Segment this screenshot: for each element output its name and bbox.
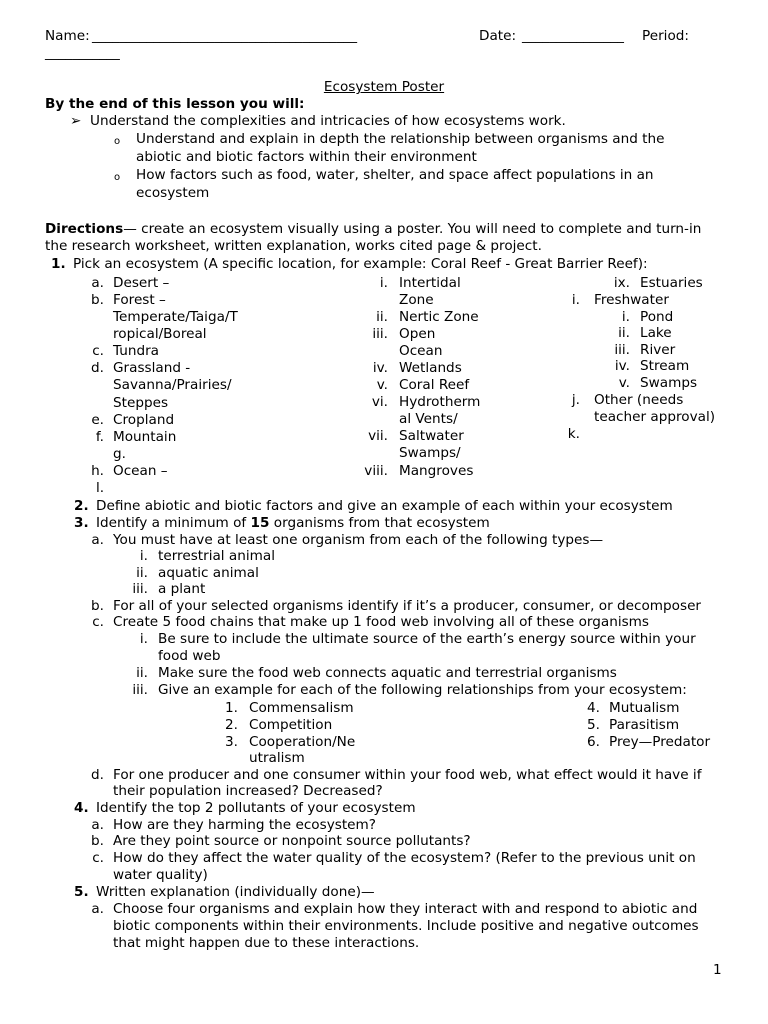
page-title: Ecosystem Poster xyxy=(323,79,445,95)
objective-main: Understand the complexities and intricacies of how ecosystems work. xyxy=(90,113,566,129)
date-label: Date: xyxy=(479,28,517,44)
item5-text: Written explanation (individually done)— xyxy=(96,884,375,900)
list-marker: 1. xyxy=(225,700,238,716)
list-item: al Vents/ xyxy=(399,411,458,427)
item3-text-pre: Identify a minimum of xyxy=(96,515,251,531)
list-marker: iii. xyxy=(614,342,630,358)
list-item: Wetlands xyxy=(399,360,462,376)
list-marker: i. xyxy=(379,275,388,291)
list-item: Commensalism xyxy=(249,700,354,716)
list-item: Other (needs xyxy=(594,392,684,408)
list-item: Estuaries xyxy=(640,275,703,291)
list-marker: f. xyxy=(95,429,104,445)
list-marker: ii. xyxy=(136,665,148,681)
list-item: Choose four organisms and explain how they interact with and respond to abiotic and xyxy=(113,901,698,917)
list-item: Savanna/Prairies/ xyxy=(113,377,232,393)
list-item: g. xyxy=(113,446,126,462)
list-marker: ix. xyxy=(613,275,630,291)
list-marker: i. xyxy=(139,631,148,647)
list-marker: iii. xyxy=(132,682,148,698)
list-item: Lake xyxy=(640,325,672,341)
list-item: Cropland xyxy=(113,412,175,428)
list-item: food web xyxy=(158,648,221,664)
list-item: water quality) xyxy=(113,867,208,883)
list-item: You must have at least one organism from each of the following types— xyxy=(113,532,604,548)
list-marker: c. xyxy=(92,614,104,630)
list-item: Hydrotherm xyxy=(399,394,481,410)
name-blank: _______________________________________ xyxy=(92,28,358,44)
list-item: Ocean – xyxy=(113,463,168,479)
list-item: Cooperation/Ne xyxy=(249,734,356,750)
item-number: 1. xyxy=(51,256,66,272)
list-item: teacher approval) xyxy=(594,409,716,425)
list-item: Grassland - xyxy=(113,360,191,376)
list-marker: d. xyxy=(91,360,104,376)
list-marker: a. xyxy=(91,817,104,833)
list-marker: 6. xyxy=(587,734,600,750)
list-marker: a. xyxy=(91,532,104,548)
list-marker: i. xyxy=(621,309,630,325)
directions-line1 xyxy=(45,221,701,238)
list-item: Make sure the food web connects aquatic and terrestrial organisms xyxy=(158,665,617,681)
item-number: 5. xyxy=(74,884,89,900)
list-marker: v. xyxy=(376,377,388,393)
directions-text: — create an ecosystem visually using a poster. You will need to complete and turn-in xyxy=(123,221,702,237)
list-item: For all of your selected organisms identify if it’s a producer, consumer, or decomposer xyxy=(113,598,702,614)
organism-count: 15 xyxy=(250,515,270,531)
name-label: Name: xyxy=(45,28,90,44)
item3-text xyxy=(96,515,490,532)
list-item: Desert – xyxy=(113,275,170,291)
list-item: ropical/Boreal xyxy=(113,326,207,342)
list-item: a plant xyxy=(158,581,206,597)
list-item: Temperate/Taiga/T xyxy=(113,309,238,325)
list-item: Mangroves xyxy=(399,463,474,479)
list-item: Open xyxy=(399,326,436,342)
list-marker: l. xyxy=(96,480,105,496)
list-marker: 2. xyxy=(225,717,238,733)
list-item: Steppes xyxy=(113,395,169,411)
list-item: that might happen due to these interactions. xyxy=(113,935,420,951)
list-item: Zone xyxy=(399,292,434,308)
period-blank: ___________ xyxy=(45,45,120,61)
list-item: Pond xyxy=(640,309,674,325)
list-marker: c. xyxy=(92,850,104,866)
objective-sub1-line2: abiotic and biotic factors within their environment xyxy=(136,149,477,165)
list-item: Mutualism xyxy=(609,700,680,716)
list-item: Freshwater xyxy=(594,292,669,308)
page-number: 1 xyxy=(713,962,722,978)
list-item: their population increased? Decreased? xyxy=(113,783,383,799)
list-item: Saltwater xyxy=(399,428,464,444)
circle-bullet-icon: o xyxy=(114,172,121,183)
list-marker: b. xyxy=(91,598,104,614)
list-item: River xyxy=(640,342,676,358)
period-label: Period: xyxy=(642,28,689,44)
list-marker: 3. xyxy=(225,734,238,750)
item1-text: Pick an ecosystem (A specific location, for example: Coral Reef - Great Barrier Reef): xyxy=(73,256,648,272)
list-item: For one producer and one consumer within your food web, what effect would it have if xyxy=(113,767,702,783)
list-item: Prey—Predator xyxy=(609,734,711,750)
list-item: Are they point source or nonpoint source pollutants? xyxy=(113,833,471,849)
list-item: Tundra xyxy=(113,343,160,359)
list-marker: 5. xyxy=(587,717,600,733)
objectives-heading: By the end of this lesson you will: xyxy=(45,96,305,112)
list-item: Competition xyxy=(249,717,333,733)
list-item: biotic components within their environments. Include positive and negative outcomes xyxy=(113,918,699,934)
directions-label: Directions xyxy=(45,221,124,237)
list-item: Nertic Zone xyxy=(399,309,479,325)
list-marker: a. xyxy=(91,901,104,917)
objective-sub2-line1: How factors such as food, water, shelter, and space affect populations in an xyxy=(136,167,654,183)
arrow-bullet-icon: ➢ xyxy=(70,113,82,129)
list-marker: ii. xyxy=(618,325,630,341)
list-item: Stream xyxy=(640,358,690,374)
list-item: Intertidal xyxy=(399,275,461,291)
list-marker: i. xyxy=(139,548,148,564)
list-item: Coral Reef xyxy=(399,377,470,393)
list-item: Swamps/ xyxy=(399,445,461,461)
list-marker: ii. xyxy=(136,565,148,581)
list-marker: vii. xyxy=(368,428,388,444)
list-item: terrestrial animal xyxy=(158,548,275,564)
list-marker: iv. xyxy=(372,360,388,376)
list-marker: 4. xyxy=(587,700,600,716)
date-blank: _______________ xyxy=(522,28,624,44)
directions-line2: the research worksheet, written explanation, works cited page & project. xyxy=(45,238,542,254)
item2-text: Define abiotic and biotic factors and give an example of each within your ecosystem xyxy=(96,498,673,514)
list-marker: iv. xyxy=(614,358,630,374)
list-item: How do they affect the water quality of the ecosystem? (Refer to the previous unit on xyxy=(113,850,696,866)
list-marker: a. xyxy=(91,275,104,291)
item-number: 4. xyxy=(74,800,89,816)
list-marker: iii. xyxy=(372,326,388,342)
objective-sub1-line1: Understand and explain in depth the relationship between organisms and the xyxy=(136,131,665,147)
list-item: Create 5 food chains that make up 1 food web involving all of these organisms xyxy=(113,614,649,630)
item-number: 2. xyxy=(74,498,89,514)
list-item: Mountain xyxy=(113,429,177,445)
item-number: 3. xyxy=(74,515,89,531)
list-item: Give an example for each of the following relationships from your ecosystem: xyxy=(158,682,687,698)
list-marker: d. xyxy=(91,767,104,783)
list-item: Parasitism xyxy=(609,717,680,733)
list-item: Forest – xyxy=(113,292,166,308)
list-item: Swamps xyxy=(640,375,698,391)
list-marker: viii. xyxy=(364,463,388,479)
list-marker: j. xyxy=(571,392,580,408)
list-item: Be sure to include the ultimate source of the earth’s energy source within your xyxy=(158,631,696,647)
list-marker: k. xyxy=(567,426,580,442)
list-marker: e. xyxy=(91,412,104,428)
list-marker: i. xyxy=(571,292,580,308)
circle-bullet-icon: o xyxy=(114,136,121,147)
objective-sub2-line2: ecosystem xyxy=(136,185,210,201)
list-marker: b. xyxy=(91,292,104,308)
list-marker: v. xyxy=(618,375,630,391)
list-marker: h. xyxy=(91,463,104,479)
list-marker: iii. xyxy=(132,581,148,597)
list-item: How are they harming the ecosystem? xyxy=(113,817,376,833)
list-marker: ii. xyxy=(376,309,388,325)
item4-text: Identify the top 2 pollutants of your ecosystem xyxy=(96,800,416,816)
list-item: Ocean xyxy=(399,343,443,359)
item3-text-post: organisms from that ecosystem xyxy=(269,515,490,531)
list-marker: b. xyxy=(91,833,104,849)
list-item: aquatic animal xyxy=(158,565,259,581)
list-marker: c. xyxy=(92,343,104,359)
list-marker: vi. xyxy=(371,394,388,410)
list-item: utralism xyxy=(249,750,305,766)
